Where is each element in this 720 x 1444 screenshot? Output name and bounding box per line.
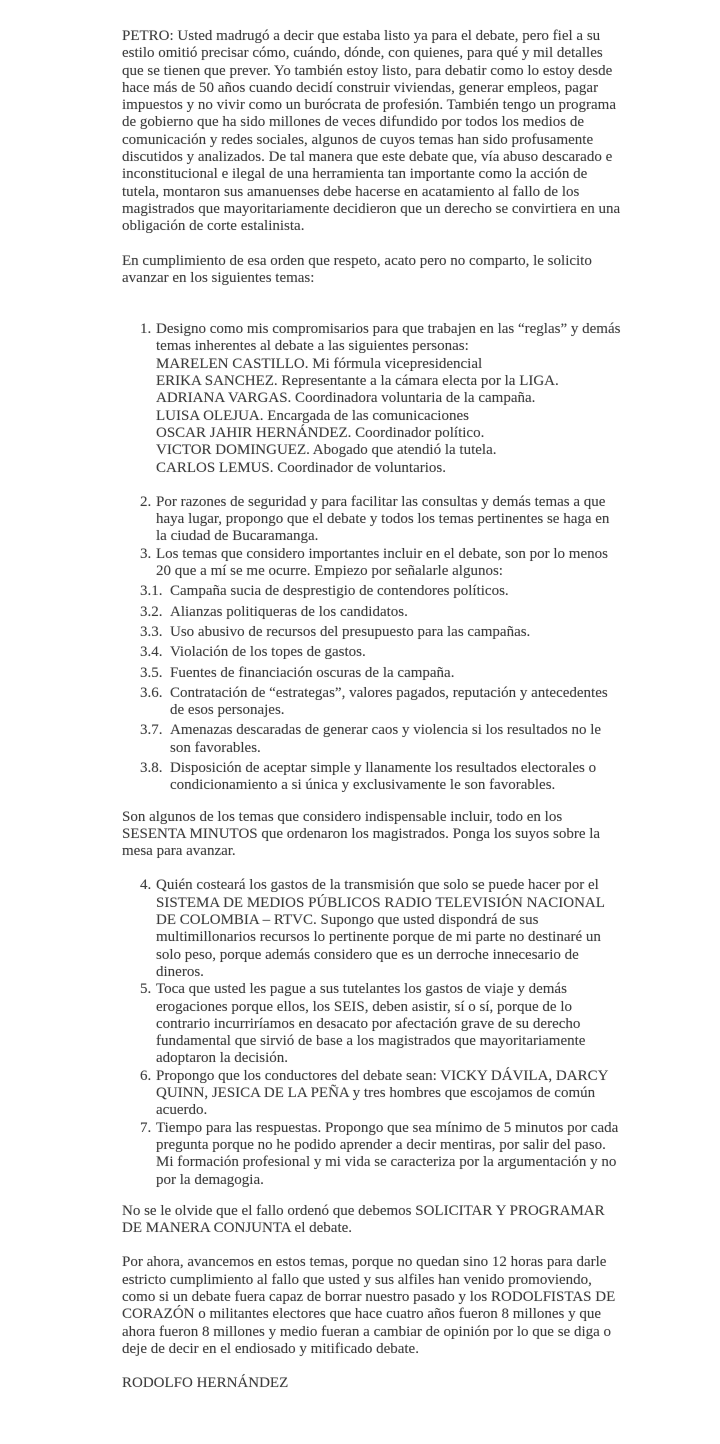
list-item-intro-text: Uso abusivo de recursos del presupuesto para las campañas. — [170, 623, 531, 640]
name-line: VICTOR DOMINGUEZ. Abogado que atendió la tutela. — [156, 442, 497, 459]
list-item — [140, 1068, 622, 1120]
list-item-intro-text: Por razones de seguridad y para facilitar las consultas y demás temas a que haya lugar, propongo que el debate y todos los temas pertinentes se haga en la ciudad de Bucaramanga. — [156, 493, 610, 545]
list-item-text — [156, 546, 622, 581]
list-item-intro-text: Designo como mis compromisarios para que trabajen en las “reglas” y demás temas inherentes al debate a las siguientes personas: — [156, 321, 621, 355]
list-item-number: 3.4. — [140, 644, 163, 661]
list-item-intro-text: Quién costeará los gastos de la transmisión que solo se puede hacer por el SISTEMA DE MEDIOS PÚBLICOS RADIO TELEVISIÓN NACIONAL DE COLOMBIA – RTVC. Supongo que usted dispondrá de sus multimillonarios recursos lo pertinente porque de mi parte no destinaré un solo peso, porque además considero que es un derroche innecesario de dineros. — [156, 877, 605, 980]
list-item-number: 3.1. — [140, 583, 163, 600]
sub-list-item — [140, 644, 622, 661]
list-item-intro-text: Contratación de “estrategas”, valores pagados, reputación y antecedentes de esos personajes. — [170, 684, 608, 719]
list-item — [140, 1120, 622, 1189]
list-item-number: 3.6. — [140, 684, 163, 701]
list-item — [140, 321, 622, 477]
name-line: MARELEN CASTILLO. Mi fórmula vicepresidencial — [156, 355, 483, 372]
name-line: CARLOS LEMUS. Coordinador de voluntarios. — [156, 459, 446, 476]
list-item-text — [170, 644, 622, 661]
sub-list-item — [140, 583, 622, 600]
list-item-intro-text: Tiempo para las respuestas. Propongo que sea mínimo de 5 minutos por cada pregunta porque no he podido aprender a decir mentiras, por salir del paso. Mi formación profesional y mi vida se caracteriza por la argumentación y no por la demagogia. — [156, 1119, 619, 1188]
sub-list-item — [140, 604, 622, 621]
list-item-number: 5. — [140, 981, 152, 998]
list-item-text — [156, 877, 622, 981]
name-line: ADRIANA VARGAS. Coordinadora voluntaria de la campaña. — [156, 390, 536, 407]
sub-list-item — [140, 722, 622, 757]
list-item-text — [170, 624, 622, 641]
paragraph: En cumplimiento de esa orden que respeto, acato pero no comparto, le solicito avanzar en los siguientes temas: — [122, 252, 592, 286]
list-item-number: 6. — [140, 1067, 152, 1084]
list-item-number: 7. — [140, 1119, 152, 1136]
list-item-number: 1. — [140, 321, 152, 338]
signature-line: RODOLFO HERNÁNDEZ — [122, 1375, 289, 1392]
sub-list-item — [140, 665, 622, 682]
paragraph: No se le olvide que el fallo ordenó que debemos SOLICITAR Y PROGRAMAR DE MANERA CONJUNTA el debate. — [122, 1202, 605, 1237]
list-item-text — [170, 685, 622, 720]
list-item-intro-text: Toca que usted les pague a sus tutelantes los gastos de viaje y demás erogaciones porque ellos, los SEIS, deben asistir, sí o sí, porque de lo contrario incurriríamos en desacato por afectación grave de su derecho fundamental que sirvió de base a los magistrados que mayoritariamente adoptaron la decisión. — [156, 981, 586, 1067]
list-item-number: 4. — [140, 877, 152, 894]
list-item-number: 3.5. — [140, 664, 163, 681]
list-item — [140, 877, 622, 981]
list-item-text — [156, 981, 622, 1067]
list-item-number: 3.2. — [140, 603, 163, 620]
list-item-number: 3.3. — [140, 623, 163, 640]
list-item-number: 3.8. — [140, 759, 163, 776]
list-item-intro-text: Amenazas descaradas de generar caos y violencia si los resultados no le son favorables. — [170, 722, 602, 756]
list-item-text — [156, 1068, 622, 1120]
list-item-intro-text: Propongo que los conductores del debate sean: VICKY DÁVILA, DARCY QUINN, JESICA DE LA PEÑA y tres hombres que escojamos de común acuerdo. — [156, 1067, 608, 1119]
name-line: OSCAR JAHIR HERNÁNDEZ. Coordinador político. — [156, 424, 485, 441]
list-item-intro-text: Los temas que considero importantes incluir en el debate, son por lo menos 20 que a mí se me ocurre. Empiezo por señalarle algunos: — [156, 545, 608, 580]
paragraph: Son algunos de los temas que considero indispensable incluir, todo en los SESENTA MINUTOS que ordenaron los magistrados. Ponga los suyos sobre la mesa para avanzar. — [122, 808, 601, 860]
list-item-intro-text: Disposición de aceptar simple y llanamente los resultados electorales o condicionamiento a si única y exclusivamente le son favorables. — [170, 759, 597, 794]
list-item-text — [156, 494, 622, 546]
list-item-text — [170, 583, 622, 600]
list-item-text — [170, 665, 622, 682]
list-item-intro-text: Violación de los topes de gastos. — [170, 644, 366, 661]
list-item-text — [170, 604, 622, 621]
list-item-number: 3.7. — [140, 722, 163, 739]
list-item-intro-text: Alianzas politiqueras de los candidatos. — [170, 603, 408, 620]
list-item-text — [156, 1120, 622, 1189]
sub-list-item — [140, 685, 622, 720]
list-item-intro-text: Fuentes de financiación oscuras de la campaña. — [170, 664, 455, 681]
paragraph: Por ahora, avancemos en estos temas, porque no quedan sino 12 horas para darle estricto cumplimiento al fallo que usted y sus alfiles han venido promoviendo, como si un debate fuera capaz de borrar nuestro pasado y los RODOLFISTAS DE CORAZÓN o militantes electores que hace cuatro años fueron 8 millones y que ahora fueron 8 millones y medio fueran a cambiar de opinión por lo que se diga o deje de decir en el endiosado y mitificado debate. — [122, 1254, 616, 1357]
sub-list-item — [140, 624, 622, 641]
list-item — [140, 494, 622, 546]
list-item-intro-text: Campaña sucia de desprestigio de contendores políticos. — [170, 583, 509, 600]
list-item-text — [156, 321, 622, 477]
list-item-text — [170, 722, 622, 757]
paragraph: PETRO: Usted madrugó a decir que estaba listo ya para el debate, pero fiel a su estilo omitió precisar cómo, cuándo, dónde, con quienes, para qué y mil detalles que se tienen que prever. Yo también estoy listo, para debatir como lo estoy desde hace más de 50 años cuando decidí construir viviendas, generar empleos, pagar impuestos y no vivir como un burócrata de profesión. También tengo un programa de gobierno que ha sido millones de veces difundido por todos los medios de comunicación y redes sociales, algunos de cuyos temas han sido profusamente discutidos y analizados. De tal manera que este debate que, vía abuso descarado e inconstitucional e ilegal de una herramienta tan importante como la acción de tutela, montaron sus amanuenses debe hacerse en acatamiento al fallo de los magistrados que mayoritariamente decidieron que un derecho se convirtiera en una obligación de corte estalinista. — [122, 28, 621, 235]
list-item-number: 2. — [140, 493, 152, 510]
sub-list-item — [140, 760, 622, 795]
list-item-number: 3. — [140, 545, 152, 562]
list-item — [140, 546, 622, 581]
list-item — [140, 981, 622, 1067]
name-line: ERIKA SANCHEZ. Representante a la cámara electa por la LIGA. — [156, 373, 559, 390]
name-line: LUISA OLEJUA. Encargada de las comunicaciones — [156, 407, 469, 424]
list-item-text — [170, 760, 622, 795]
